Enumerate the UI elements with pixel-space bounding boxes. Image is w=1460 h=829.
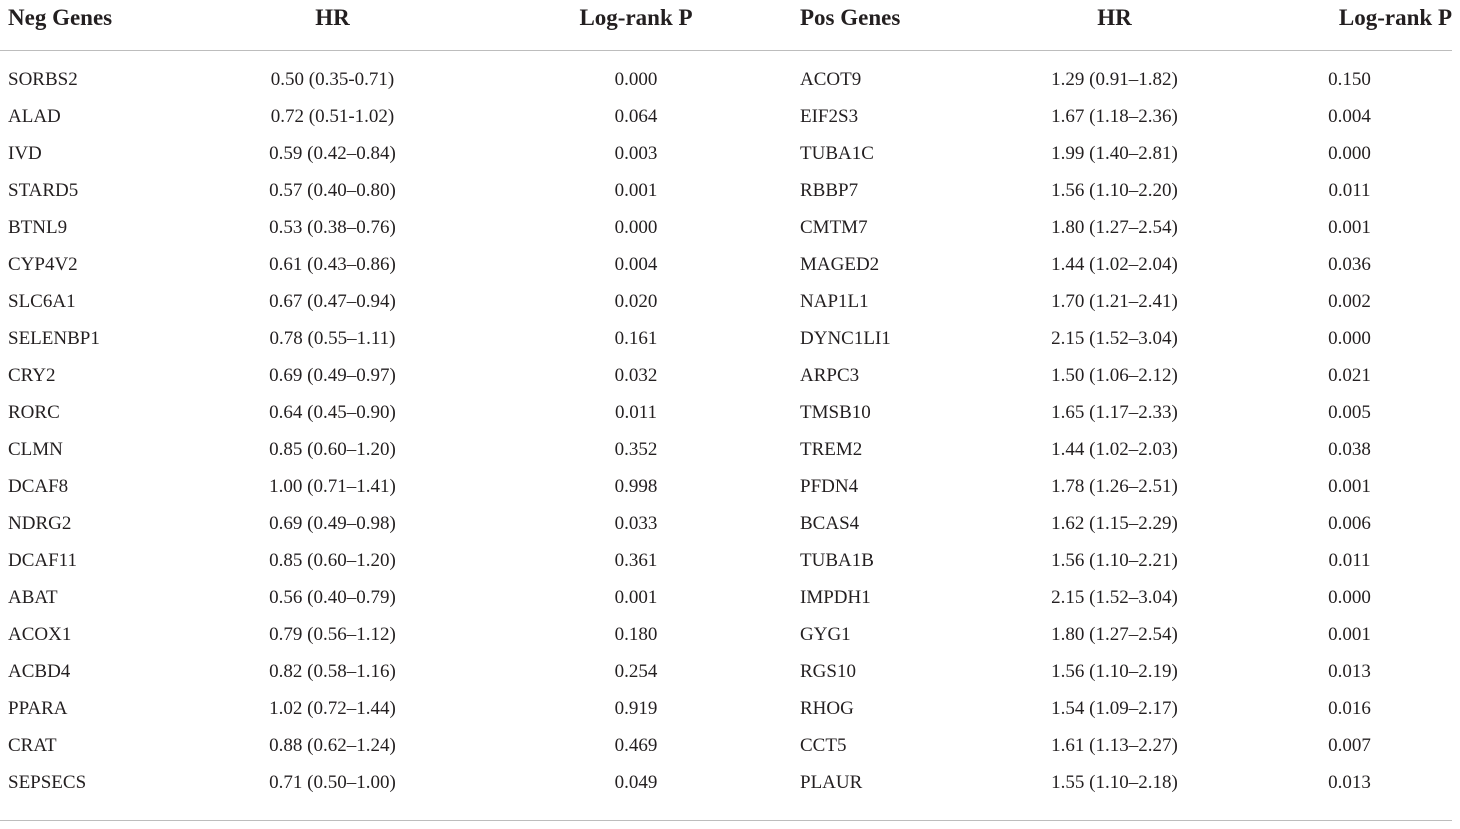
pos-logrank-p-cell: 0.000 (1328, 328, 1371, 349)
header-row (0, 0, 1452, 51)
header-pos-logrank-p: Log-rank P (1338, 5, 1452, 30)
pos-hr-cell: 1.29 (0.91–1.82) (1051, 69, 1178, 90)
neg-hr-cell: 0.71 (0.50–1.00) (269, 772, 396, 793)
pos-gene-cell: NAP1L1 (800, 291, 869, 312)
header-pos-genes: Pos Genes (800, 5, 901, 30)
table-row (0, 505, 1452, 542)
pos-logrank-p-cell: 0.007 (1328, 735, 1371, 756)
neg-logrank-p-cell: 0.998 (614, 476, 658, 497)
pos-logrank-p-cell: 0.016 (1328, 698, 1371, 719)
pos-hr-cell: 1.55 (1.10–2.18) (1051, 772, 1178, 793)
neg-gene-cell: CRY2 (8, 365, 56, 386)
neg-gene-cell: DCAF11 (8, 550, 77, 571)
table-row (0, 51, 1452, 99)
neg-hr-cell: 0.82 (0.58–1.16) (269, 661, 396, 682)
pos-hr-cell: 1.56 (1.10–2.20) (1051, 180, 1178, 201)
neg-gene-cell: STARD5 (8, 180, 79, 201)
header-neg-hr: HR (315, 5, 350, 30)
neg-gene-cell: ALAD (8, 106, 61, 127)
neg-logrank-p-cell: 0.033 (614, 513, 658, 534)
pos-gene-cell: RHOG (800, 698, 854, 719)
neg-hr-cell: 0.53 (0.38–0.76) (269, 217, 396, 238)
table-body (0, 51, 1452, 802)
table-row (0, 246, 1452, 283)
pos-hr-cell: 1.56 (1.10–2.19) (1051, 661, 1178, 682)
pos-gene-cell: PLAUR (800, 772, 863, 793)
pos-logrank-p-cell: 0.013 (1328, 772, 1371, 793)
pos-hr-cell: 1.44 (1.02–2.03) (1051, 439, 1178, 460)
pos-logrank-p-cell: 0.002 (1328, 291, 1371, 312)
table-row (0, 542, 1452, 579)
neg-gene-cell: PPARA (8, 698, 68, 719)
neg-logrank-p-cell: 0.001 (614, 180, 658, 201)
neg-logrank-p-cell: 0.469 (614, 735, 658, 756)
neg-hr-cell: 0.79 (0.56–1.12) (269, 624, 396, 645)
neg-logrank-p-cell: 0.064 (614, 106, 658, 127)
table-row (0, 98, 1452, 135)
neg-hr-cell: 0.85 (0.60–1.20) (269, 550, 396, 571)
pos-hr-cell: 1.61 (1.13–2.27) (1051, 735, 1178, 756)
neg-gene-cell: CRAT (8, 735, 57, 756)
pos-logrank-p-cell: 0.000 (1328, 587, 1371, 608)
neg-gene-cell: RORC (8, 402, 60, 423)
neg-gene-cell: ACOX1 (8, 624, 72, 645)
pos-logrank-p-cell: 0.013 (1328, 661, 1371, 682)
pos-gene-cell: TUBA1B (800, 550, 874, 571)
neg-hr-cell: 0.50 (0.35-0.71) (270, 69, 395, 90)
neg-hr-cell: 1.02 (0.72–1.44) (269, 698, 396, 719)
table-row (0, 653, 1452, 690)
neg-gene-cell: BTNL9 (8, 217, 68, 238)
table-row (0, 579, 1452, 616)
table-row (0, 357, 1452, 394)
pos-gene-cell: IMPDH1 (800, 587, 871, 608)
neg-logrank-p-cell: 0.004 (614, 254, 658, 275)
pos-logrank-p-cell: 0.004 (1328, 106, 1371, 127)
neg-hr-cell: 0.69 (0.49–0.97) (269, 365, 396, 386)
neg-gene-cell: SEPSECS (8, 772, 87, 793)
pos-gene-cell: PFDN4 (800, 476, 859, 497)
neg-hr-cell: 0.59 (0.42–0.84) (269, 143, 396, 164)
neg-hr-cell: 0.72 (0.51-1.02) (270, 106, 395, 127)
neg-hr-cell: 0.69 (0.49–0.98) (269, 513, 396, 534)
pos-logrank-p-cell: 0.001 (1328, 217, 1371, 238)
neg-logrank-p-cell: 0.919 (614, 698, 658, 719)
pos-gene-cell: ACOT9 (800, 69, 862, 90)
neg-hr-cell: 0.61 (0.43–0.86) (269, 254, 396, 275)
pos-logrank-p-cell: 0.000 (1328, 143, 1371, 164)
neg-gene-cell: IVD (8, 143, 42, 164)
neg-gene-cell: SELENBP1 (8, 328, 100, 349)
pos-logrank-p-cell: 0.011 (1328, 180, 1371, 201)
pos-hr-cell: 1.54 (1.09–2.17) (1051, 698, 1178, 719)
table-row (0, 690, 1452, 727)
pos-hr-cell: 1.62 (1.15–2.29) (1051, 513, 1178, 534)
table-row (0, 764, 1452, 801)
pos-gene-cell: MAGED2 (800, 254, 880, 275)
neg-hr-cell: 0.78 (0.55–1.11) (269, 328, 396, 349)
pos-logrank-p-cell: 0.011 (1328, 550, 1371, 571)
neg-logrank-p-cell: 0.000 (614, 69, 658, 90)
neg-hr-cell: 0.85 (0.60–1.20) (269, 439, 396, 460)
neg-hr-cell: 0.57 (0.40–0.80) (269, 180, 396, 201)
pos-logrank-p-cell: 0.021 (1328, 365, 1371, 386)
neg-logrank-p-cell: 0.180 (614, 624, 658, 645)
pos-gene-cell: GYG1 (800, 624, 851, 645)
pos-hr-cell: 1.56 (1.10–2.21) (1051, 550, 1178, 571)
neg-hr-cell: 0.67 (0.47–0.94) (269, 291, 396, 312)
table-row (0, 209, 1452, 246)
neg-gene-cell: SLC6A1 (8, 291, 76, 312)
neg-logrank-p-cell: 0.011 (614, 402, 658, 423)
neg-logrank-p-cell: 0.020 (614, 291, 658, 312)
pos-gene-cell: BCAS4 (800, 513, 860, 534)
neg-logrank-p-cell: 0.000 (614, 217, 658, 238)
header-neg-logrank-p: Log-rank P (579, 5, 693, 30)
pos-hr-cell: 2.15 (1.52–3.04) (1051, 587, 1178, 608)
neg-hr-cell: 0.64 (0.45–0.90) (269, 402, 396, 423)
pos-logrank-p-cell: 0.001 (1328, 476, 1371, 497)
pos-logrank-p-cell: 0.006 (1328, 513, 1371, 534)
pos-gene-cell: DYNC1LI1 (800, 328, 891, 349)
table-row (0, 394, 1452, 431)
neg-logrank-p-cell: 0.032 (614, 365, 658, 386)
pos-gene-cell: TMSB10 (800, 402, 871, 423)
pos-hr-cell: 1.50 (1.06–2.12) (1051, 365, 1178, 386)
pos-gene-cell: CMTM7 (800, 217, 868, 238)
neg-gene-cell: ABAT (8, 587, 58, 608)
table-row (0, 135, 1452, 172)
pos-hr-cell: 1.44 (1.02–2.04) (1051, 254, 1178, 275)
pos-gene-cell: TUBA1C (800, 143, 874, 164)
pos-hr-cell: 1.65 (1.17–2.33) (1051, 402, 1178, 423)
header-neg-genes: Neg Genes (8, 5, 113, 30)
neg-logrank-p-cell: 0.254 (614, 661, 658, 682)
neg-logrank-p-cell: 0.361 (614, 550, 658, 571)
pos-hr-cell: 1.67 (1.18–2.36) (1051, 106, 1178, 127)
pos-hr-cell: 2.15 (1.52–3.04) (1051, 328, 1178, 349)
neg-gene-cell: ACBD4 (8, 661, 71, 682)
neg-gene-cell: CYP4V2 (8, 254, 78, 275)
pos-gene-cell: RBBP7 (800, 180, 859, 201)
pos-gene-cell: RGS10 (800, 661, 856, 682)
pos-logrank-p-cell: 0.150 (1328, 69, 1371, 90)
pos-hr-cell: 1.80 (1.27–2.54) (1051, 217, 1178, 238)
neg-hr-cell: 0.88 (0.62–1.24) (269, 735, 396, 756)
pos-hr-cell: 1.78 (1.26–2.51) (1051, 476, 1178, 497)
neg-hr-cell: 0.56 (0.40–0.79) (269, 587, 396, 608)
pos-logrank-p-cell: 0.005 (1328, 402, 1371, 423)
pos-hr-cell: 1.99 (1.40–2.81) (1051, 143, 1178, 164)
neg-logrank-p-cell: 0.001 (614, 587, 658, 608)
table-row (0, 283, 1452, 320)
table-row (0, 320, 1452, 357)
neg-gene-cell: DCAF8 (8, 476, 69, 497)
pos-gene-cell: EIF2S3 (800, 106, 859, 127)
neg-hr-cell: 1.00 (0.71–1.41) (269, 476, 396, 497)
pos-gene-cell: CCT5 (800, 735, 847, 756)
neg-logrank-p-cell: 0.049 (614, 772, 658, 793)
table-bottom-rule (0, 820, 1452, 821)
pos-hr-cell: 1.70 (1.21–2.41) (1051, 291, 1178, 312)
pos-logrank-p-cell: 0.038 (1328, 439, 1371, 460)
table-row (0, 727, 1452, 764)
table-row (0, 616, 1452, 653)
table-row (0, 468, 1452, 505)
neg-gene-cell: CLMN (8, 439, 63, 460)
table-row (0, 172, 1452, 209)
pos-hr-cell: 1.80 (1.27–2.54) (1051, 624, 1178, 645)
neg-logrank-p-cell: 0.161 (614, 328, 658, 349)
neg-gene-cell: NDRG2 (8, 513, 72, 534)
neg-gene-cell: SORBS2 (8, 69, 78, 90)
pos-logrank-p-cell: 0.001 (1328, 624, 1371, 645)
neg-logrank-p-cell: 0.003 (614, 143, 658, 164)
pos-gene-cell: TREM2 (800, 439, 863, 460)
table-row (0, 431, 1452, 468)
header-pos-hr: HR (1097, 5, 1132, 30)
pos-gene-cell: ARPC3 (800, 365, 860, 386)
neg-logrank-p-cell: 0.352 (614, 439, 658, 460)
pos-logrank-p-cell: 0.036 (1328, 254, 1371, 275)
